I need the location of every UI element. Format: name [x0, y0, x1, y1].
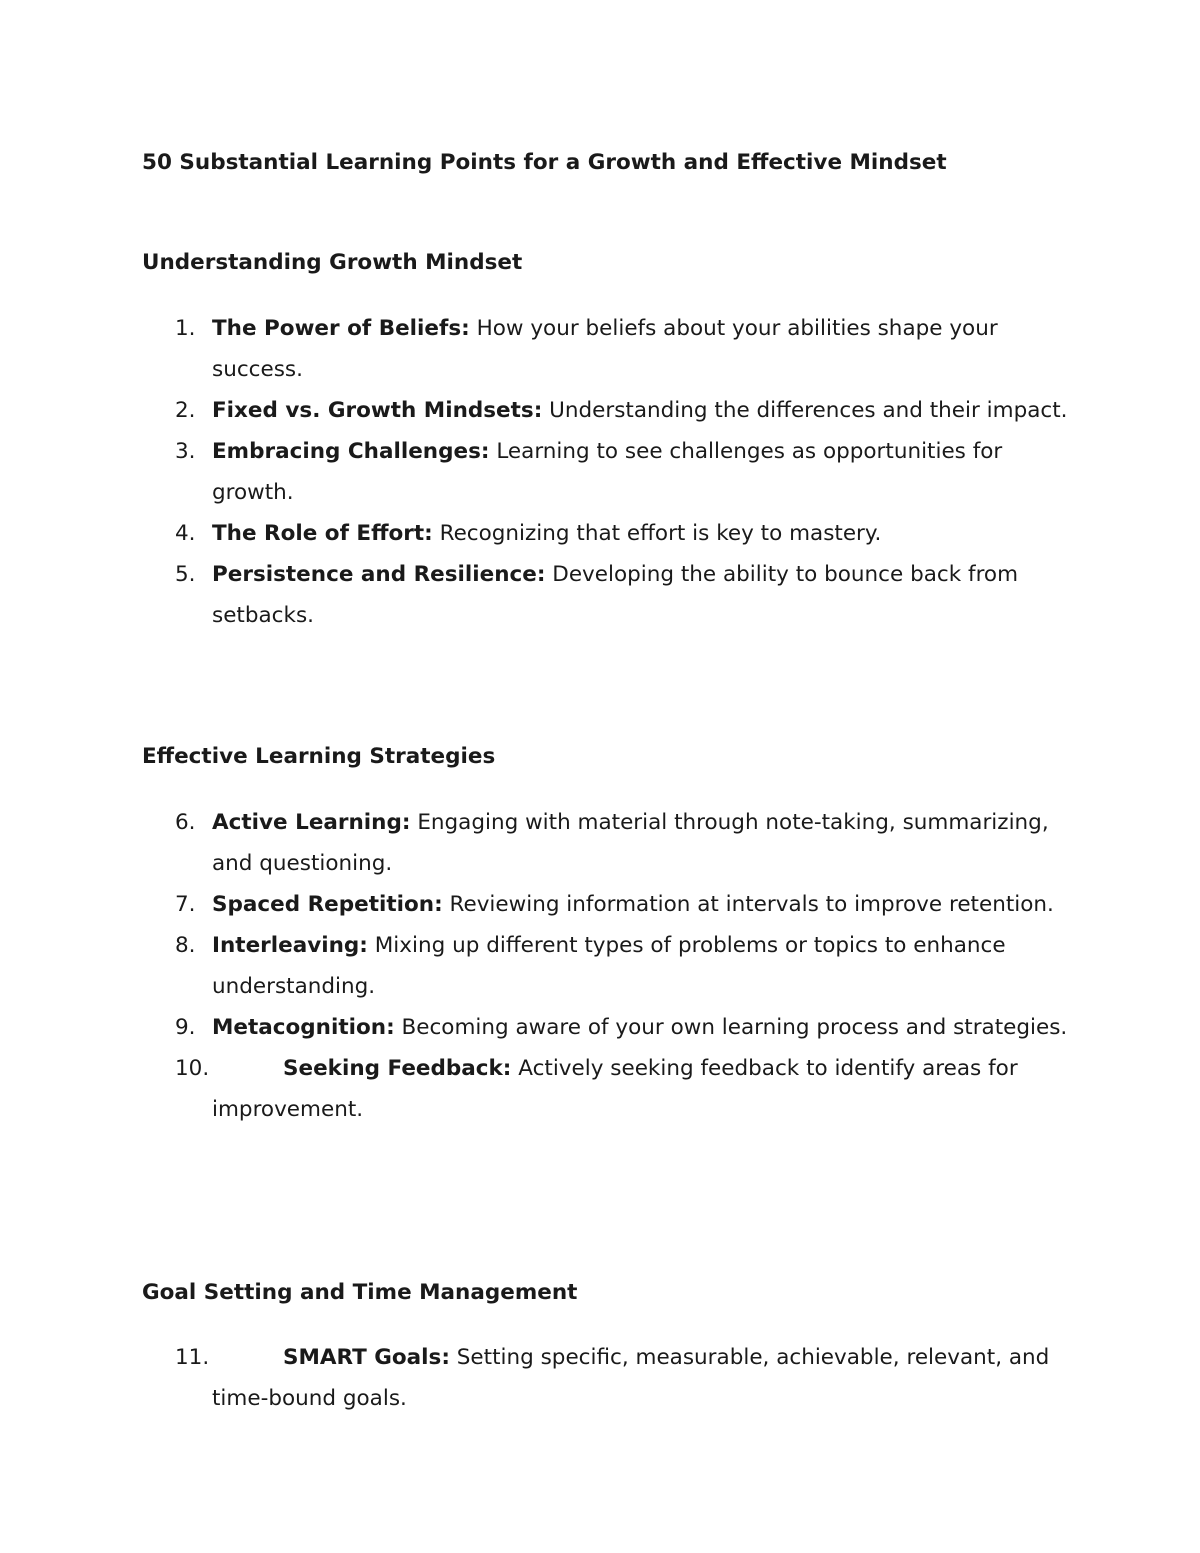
- item-number: 6.: [175, 810, 196, 835]
- item-term: Fixed vs. Growth Mindsets:: [212, 398, 543, 423]
- list-item: [175, 1048, 1072, 1130]
- list-item: [175, 513, 1072, 554]
- list-item: [175, 308, 1072, 390]
- section-heading: Effective Learning Strategies: [142, 744, 496, 769]
- list-item: [175, 884, 1072, 925]
- item-term: Metacognition:: [212, 1015, 395, 1040]
- item-term: The Power of Beliefs:: [212, 316, 470, 341]
- item-text: Reviewing information at intervals to improve retention.: [442, 892, 1054, 917]
- item-number: 9.: [175, 1015, 196, 1040]
- numbered-list: [175, 802, 1072, 1130]
- item-number: 8.: [175, 933, 196, 958]
- item-number: 11.: [175, 1345, 210, 1370]
- item-term: SMART Goals:: [283, 1345, 450, 1370]
- document-title: 50 Substantial Learning Points for a Growth and Effective Mindset: [142, 150, 947, 175]
- list-item: [175, 1007, 1072, 1048]
- item-number: 4.: [175, 521, 196, 546]
- item-number: 7.: [175, 892, 196, 917]
- item-text: Engaging with material through note-taking, summarizing, and questioning.: [212, 810, 1049, 876]
- item-term: Seeking Feedback:: [283, 1056, 512, 1081]
- item-term: The Role of Effort:: [212, 521, 433, 546]
- item-text: Understanding the differences and their impact.: [542, 398, 1068, 423]
- item-text: Recognizing that effort is key to mastery.: [432, 521, 882, 546]
- list-item: [175, 925, 1072, 1007]
- item-text: Setting specific, measurable, achievable, relevant, and time-bound goals.: [212, 1345, 1050, 1411]
- item-text: Mixing up different types of problems or topics to enhance understanding.: [212, 933, 1006, 999]
- list-item: [175, 1337, 1072, 1419]
- item-text: Becoming aware of your own learning process and strategies.: [394, 1015, 1068, 1040]
- item-number: 10.: [175, 1056, 210, 1081]
- item-term: Persistence and Resilience:: [212, 562, 546, 587]
- item-number: 2.: [175, 398, 196, 423]
- numbered-list: [175, 1337, 1072, 1419]
- section-heading: Understanding Growth Mindset: [142, 250, 523, 275]
- list-item: [175, 802, 1072, 884]
- item-term: Spaced Repetition:: [212, 892, 443, 917]
- numbered-list: [175, 308, 1072, 636]
- item-number: 3.: [175, 439, 196, 464]
- item-number: 5.: [175, 562, 196, 587]
- item-text: Developing the ability to bounce back from setbacks.: [212, 562, 1019, 628]
- list-item: [175, 390, 1072, 431]
- item-text: Actively seeking feedback to identify areas for improvement.: [212, 1056, 1018, 1122]
- item-text: How your beliefs about your abilities shape your success.: [212, 316, 998, 382]
- item-term: Embracing Challenges:: [212, 439, 490, 464]
- item-text: Learning to see challenges as opportunities for growth.: [212, 439, 1003, 505]
- list-item: [175, 431, 1072, 513]
- item-term: Active Learning:: [212, 810, 411, 835]
- item-number: 1.: [175, 316, 196, 341]
- list-item: [175, 554, 1072, 636]
- section-heading: Goal Setting and Time Management: [142, 1280, 578, 1305]
- item-term: Interleaving:: [212, 933, 368, 958]
